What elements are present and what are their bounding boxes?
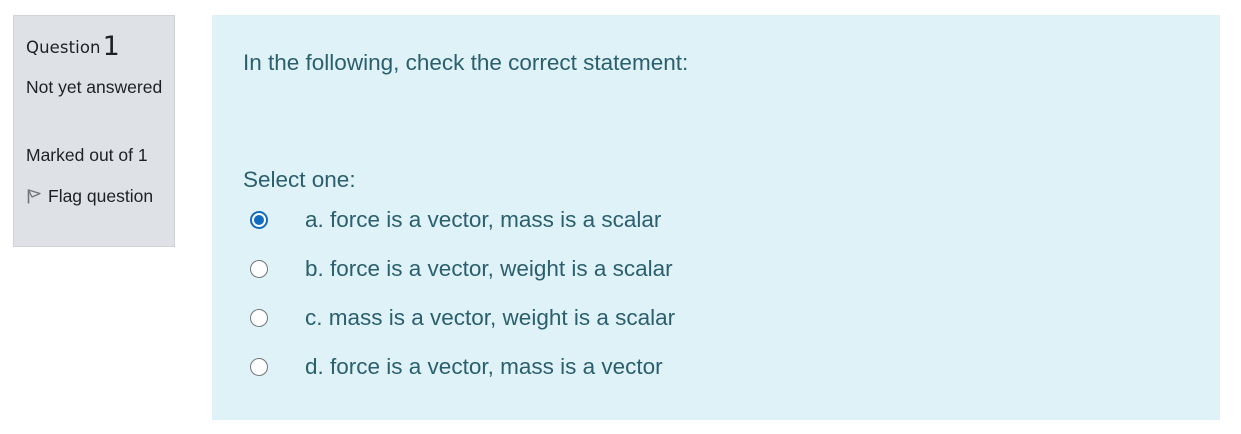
answer-label-d: d. force is a vector, mass is a vector — [305, 354, 663, 379]
answer-label-a: a. force is a vector, mass is a scalar — [305, 207, 662, 232]
question-number-label — [26, 31, 120, 62]
radio-option-d[interactable] — [250, 358, 268, 376]
answer-option-b[interactable] — [250, 251, 673, 287]
question-text: In the following, check the correct statement: — [243, 50, 689, 75]
answer-label-c: c. mass is a vector, weight is a scalar — [305, 305, 676, 330]
answer-option-d[interactable] — [250, 349, 663, 385]
flag-question-link[interactable] — [26, 182, 166, 210]
answer-option-a[interactable] — [250, 202, 661, 238]
answer-label-b: b. force is a vector, weight is a scalar — [305, 256, 673, 281]
radio-option-a[interactable] — [250, 211, 268, 229]
question-content — [212, 15, 1220, 420]
question-grade: Marked out of 1 — [26, 145, 148, 165]
question-word: Question — [26, 38, 101, 57]
flag-question-label: Flag question — [48, 186, 154, 206]
radio-option-b[interactable] — [250, 260, 268, 278]
radio-option-c[interactable] — [250, 309, 268, 327]
question-state: Not yet answered — [26, 77, 163, 97]
answer-option-c[interactable] — [250, 300, 675, 336]
flag-icon — [26, 184, 42, 200]
question-info-panel — [13, 15, 175, 247]
question-number: 1 — [102, 31, 120, 62]
select-one-prompt: Select one: — [243, 167, 356, 192]
